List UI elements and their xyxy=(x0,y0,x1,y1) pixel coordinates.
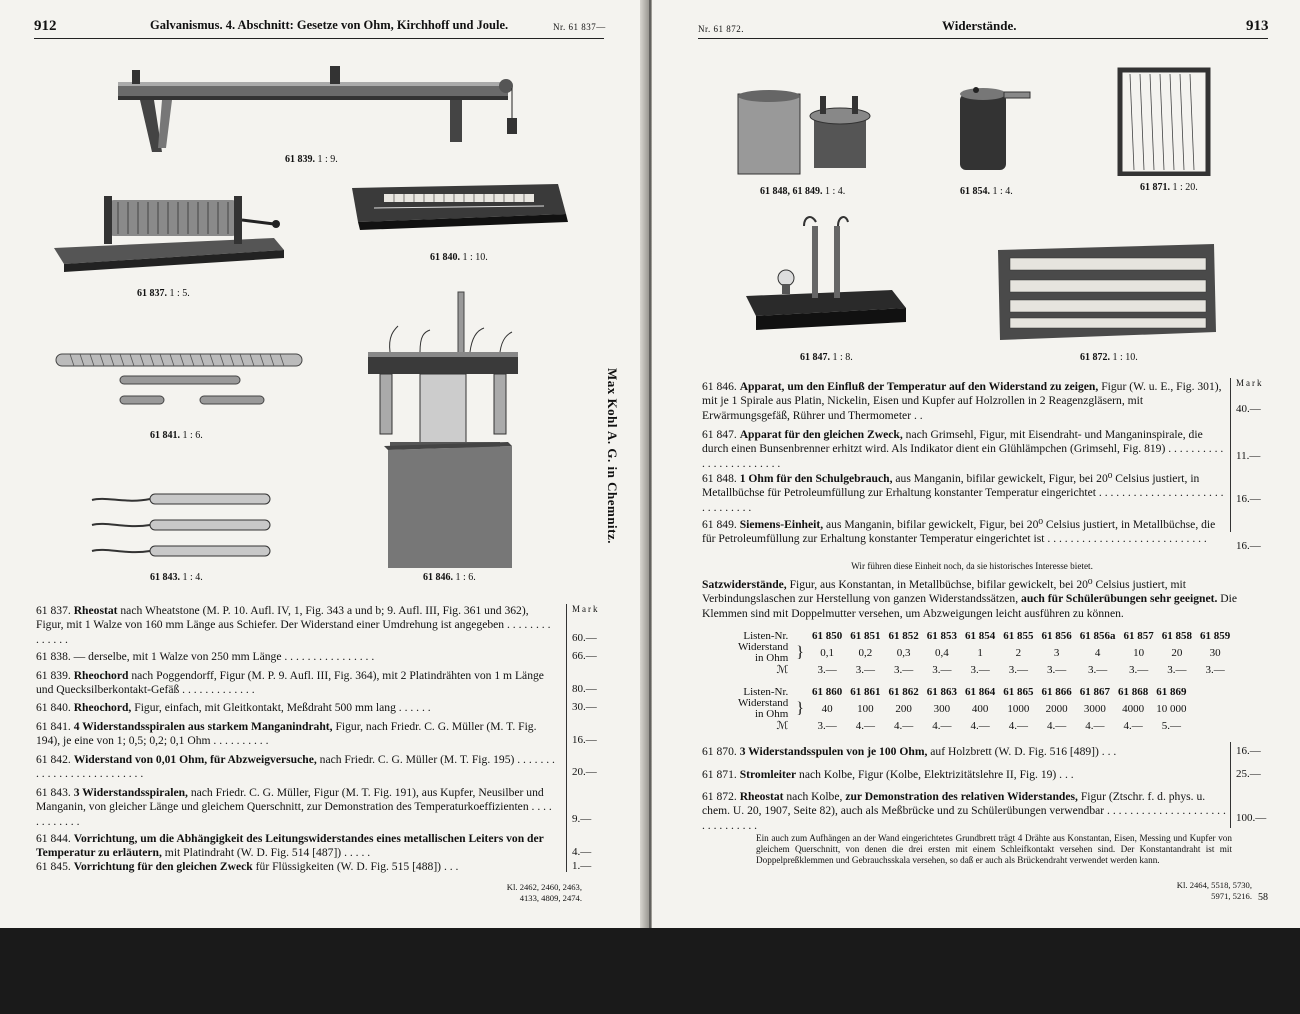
rheostat-illustration xyxy=(44,188,294,278)
figure-caption: 61 871. 1 : 20. xyxy=(1140,182,1198,193)
page-number: 912 xyxy=(34,18,57,34)
catalog-entry-61846: 61 846. Apparat, um den Einfluß der Temperatur auf den Widerstand zu zeigen, Figur (W. u. E., Fig. 301), mit je 1 Spirale aus Platin, Nickelin, Eisen und Kupfer auf Holzrollen in 2 Reagenzgläsern, mit Erwärmungsgefäß, Rührer und Thermometer . . xyxy=(702,380,1222,422)
figure-caption: 61 848, 61 849. 1 : 4. xyxy=(760,186,846,197)
current-conductor-frame-illustration xyxy=(1116,66,1212,176)
table-row: ℳ 3.— 4.— 4.— 4.— 4.— 4.— 4.— 4.— 4.— 5.— xyxy=(776,719,1181,732)
running-head: Widerstände. xyxy=(942,18,1017,33)
price: 16.— xyxy=(1236,493,1261,505)
resistance-spirals-illustration xyxy=(50,348,310,410)
spine-text: Max Kohl A. G. in Chemnitz. xyxy=(605,368,620,545)
range-label: Nr. 61 872. xyxy=(698,24,744,34)
dark-background xyxy=(0,928,1300,1014)
figure-caption: 61 839. 1 : 9. xyxy=(285,154,338,165)
figure-caption: 61 841. 1 : 6. xyxy=(150,430,203,441)
table-row: Listen-Nr. 61 860 61 861 61 862 61 863 61 864 61 865 61 866 61 867 61 868 61 869 xyxy=(743,685,1187,698)
price-column-rule xyxy=(1230,742,1231,828)
catalog-entry-61837: 61 837. Rheostat nach Wheatstone (M. P. 10. Aufl. IV, 1, Fig. 343 a und b; 9. Aufl. III, Fig. 361 und 362), Figur, mit 1 Walze von 160 mm Länge aus Schiefer. Der Widerstand einer Umdrehung ist angegeben . . . . . . . . . . . . . . xyxy=(36,604,551,646)
catalog-entry-61842: 61 842. Widerstand von 0,01 Ohm, für Abzweigversuche, nach Friedr. C. G. Müller (M. T. Fig. 195) . . . . . . . . . . . . . . . . . . . . . . . . . . xyxy=(36,753,555,781)
rheostat-note: Ein auch zum Aufhängen an der Wand eingerichtetes Grundbrett trägt 4 Drähte aus Konstantan, Eisen, Messing und Kupfer von gleichem Querschnitt, von denen die drei ersten mit einem Schleifkontakt versehen sind. Der Konstantandraht ist mit Doppelpreßklemmen und Gebrauchsskala versehen, so daß er auch als Brückendraht verwendet werden kann. xyxy=(756,833,1232,865)
signature-mark: 58 xyxy=(1258,892,1268,903)
figure-caption: 61 837. 1 : 5. xyxy=(137,288,190,299)
historic-note: Wir führen diese Einheit noch, da sie historisches Interesse bietet. xyxy=(851,561,1093,571)
mark-header: Mark xyxy=(1236,378,1264,388)
catalog-entry-61839: 61 839. Rheochord nach Poggendorff, Figur (M. P. 9. Aufl. III, Fig. 364), mit 2 Platindrähten von 1 m Länge und Quecksilberkontakt-Gefäß . . . . . . . . . . . . . xyxy=(36,669,544,697)
figure-caption: 61 840. 1 : 10. xyxy=(430,252,488,263)
price: 4.— xyxy=(572,846,592,858)
catalog-entry-61870: 61 870. 3 Widerstandsspulen von je 100 Ohm, auf Holzbrett (W. D. Fig. 516 [489]) . . . xyxy=(702,745,1117,758)
price: 16.— xyxy=(572,734,597,746)
resistance-table-2 xyxy=(734,686,1190,732)
catalog-entry-61871: 61 871. Stromleiter nach Kolbe, Figur (Kolbe, Elektrizitätslehre II, Fig. 19) . . . xyxy=(702,768,1074,781)
catalog-entry-61848: 61 848. 1 Ohm für den Schulgebrauch, aus Manganin, bifilar gewickelt, Figur, bei 20⁰ Celsius justiert, in Metallbüchse für Petroleumfüllung zur Erhaltung konstanter Temperatur eingerichtet . . . . . . . . . . . . . . . . . . . . . . . . . . . . . . . xyxy=(702,472,1224,514)
price: 60.— xyxy=(572,632,597,644)
resistance-table-1 xyxy=(734,630,1234,676)
table-row: Listen-Nr. 61 850 61 851 61 852 61 853 61 854 61 855 61 856 61 856a 61 857 61 858 61 859 xyxy=(743,629,1231,642)
price: 20.— xyxy=(572,766,597,778)
catalog-entry-61847: 61 847. Apparat für den gleichen Zweck, nach Grimsehl, Figur, mit Eisendraht- und Manganinspirale, die durch einen Bunsenbrenner erhitzt wird. Als Indikator dient ein Glühlämpchen (Grimsehl, Fig. 819) . . . . . . . . . . . . . . . . . . . . . . . . xyxy=(702,428,1224,470)
mark-header: Mark xyxy=(572,604,600,614)
three-spirals-illustration xyxy=(86,488,276,568)
price: 16.— xyxy=(1236,745,1261,757)
figure-caption: 61 872. 1 : 10. xyxy=(1080,352,1138,363)
price: 11.— xyxy=(1236,450,1261,462)
price: 40.— xyxy=(1236,403,1261,415)
catalog-entry-61838: 61 838. — derselbe, mit 1 Walze von 250 mm Länge . . . . . . . . . . . . . . . . xyxy=(36,650,375,663)
price-column-rule xyxy=(566,604,567,872)
catalog-entry-61844: 61 844. Vorrichtung, um die Abhängigkeit des Leitungswiderstandes eines metallischen Leiters von der Temperatur zu erläutern, mit Platindraht (W. D. Fig. 514 [487]) . . . . . xyxy=(36,832,544,860)
price: 80.— xyxy=(572,683,597,695)
slide-wire-illustration xyxy=(344,180,574,240)
header-rule xyxy=(34,38,604,39)
range-label: Nr. 61 837— xyxy=(553,22,606,32)
page-number: 913 xyxy=(1246,18,1269,34)
price: 25.— xyxy=(1236,768,1261,780)
catalog-entry-61843: 61 843. 3 Widerstandsspiralen, nach Friedr. C. G. Müller, Figur (M. T. Fig. 191), aus Kupfer, Neusilber und Manganin, von gleicher Länge und gleichem Querschnitt, zur Demonstration des Temperaturkoeffizienten . . . . . . . . . . . . xyxy=(36,786,552,828)
figure-caption: 61 843. 1 : 4. xyxy=(150,572,203,583)
grimsehl-apparatus-illustration xyxy=(742,212,912,336)
catalog-entry-61872: 61 872. Rheostat nach Kolbe, zur Demonstration des relativen Widerstandes, Figur (Ztschr. f. d. phys. u. chem. U. 20, 1907, Seite 82), auch als Meßbrücke und zu Schülerübungen verwendbar . . . . . . . . . . . . . . . . . . . . . . . . . . . . . . . xyxy=(702,790,1226,832)
catalog-entry-61840: 61 840. Rheochord, Figur, einfach, mit Gleitkontakt, Meßdraht 500 mm lang . . . . . . xyxy=(36,701,431,714)
price: 30.— xyxy=(572,701,597,713)
catalog-entry-61845: 61 845. Vorrichtung für den gleichen Zweck für Flüssigkeiten (W. D. Fig. 515 [488]) . . . xyxy=(36,860,459,873)
rheochord-illustration xyxy=(110,60,530,160)
table-row: Widerstand in Ohm } 40 100 200 300 400 1000 2000 3000 4000 10 000 xyxy=(738,697,1187,720)
left-page xyxy=(0,0,648,928)
catalog-entry-61849: 61 849. Siemens-Einheit, aus Manganin, bifilar gewickelt, Figur, bei 20⁰ Celsius justiert, in Metallbüchse, die für Petroleumfüllung zur Erhaltung konstanter Temperatur eingerichtet ist . . . . . . . . . . . . . . . . . . . . . . . . . . . . xyxy=(702,518,1216,546)
temperature-apparatus-illustration xyxy=(360,290,530,572)
price: 1.— xyxy=(572,860,592,872)
footer-reference: Kl. 2462, 2460, 2463, 4133, 4809, 2474. xyxy=(506,882,582,903)
price: 100.— xyxy=(1236,812,1267,824)
price: 9.— xyxy=(572,813,592,825)
header-rule xyxy=(698,38,1268,39)
price: 16.— xyxy=(1236,540,1261,552)
single-resistance-illustration xyxy=(954,82,1034,174)
figure-caption: 61 846. 1 : 6. xyxy=(423,572,476,583)
kolbe-rheostat-illustration xyxy=(992,238,1222,342)
footer-reference: Kl. 2464, 5518, 5730, 5971, 5216. xyxy=(1176,880,1252,901)
price-column-rule xyxy=(1230,378,1231,532)
catalog-entry-61841: 61 841. 4 Widerstandsspiralen aus starkem Manganindraht, Figur, nach Friedr. C. G. Müller (M. T. Fig. 194), je eine von 1; 0,5; 0,2; 0,1 Ohm . . . . . . . . . . xyxy=(36,720,537,748)
figure-caption: 61 847. 1 : 8. xyxy=(800,352,853,363)
table-row: ℳ 3.— 3.— 3.— 3.— 3.— 3.— 3.— 3.— 3.— 3.— 3.— xyxy=(776,663,1225,676)
figure-caption: 61 854. 1 : 4. xyxy=(960,186,1013,197)
right-page xyxy=(652,0,1300,928)
running-head: Galvanismus. 4. Abschnitt: Gesetze von Ohm, Kirchhoff und Joule. xyxy=(150,18,509,32)
resistance-box-illustration xyxy=(734,88,874,178)
table-row: Widerstand in Ohm } 0,1 0,2 0,3 0,4 1 2 3 4 10 20 30 xyxy=(738,641,1221,664)
price: 66.— xyxy=(572,650,597,662)
satzwiderstaende-description: Satzwiderstände, Figur, aus Konstantan, in Metallbüchse, bifilar gewickelt, bei 20⁰ Celsius justiert, mit Verbindungslaschen zur Herstellung von ganzen Widerstandssätzen, auch für Schülerübungen sehr geeignet. Die Klemmen sind mit Doppelmutter versehen, um Abzweigungen leicht ausführen zu können. xyxy=(702,578,1238,620)
